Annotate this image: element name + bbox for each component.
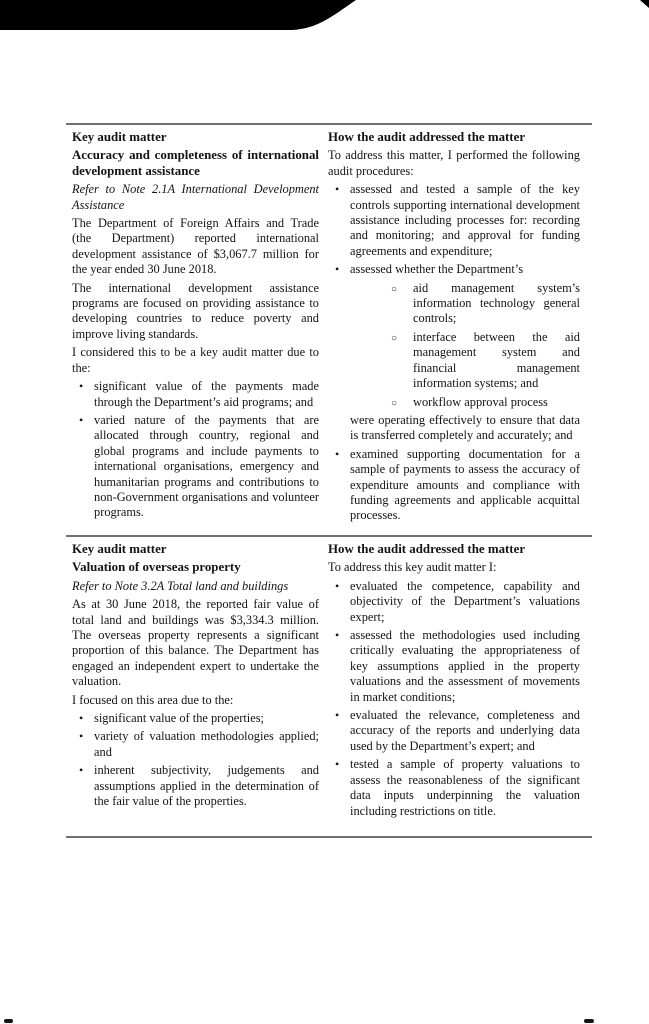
bullet-text: inherent subjectivity, judgements and assumptions applied in the determination of the fair value of the properties. [94,763,319,809]
bullet-icon: • [79,412,84,427]
sub-bullet-item [328,395,580,410]
bullet-text: significant value of the payments made through the Department’s aid programs; and [94,379,319,409]
bullet-text: significant value of the properties; [94,711,264,726]
column-header: How the audit addressed the matter [328,130,526,144]
scan-corner-nick [640,0,649,8]
sub-bullet-item [328,330,580,392]
bullet-text: evaluated the relevance, completeness and accuracy of the reports and underlying data used by the Department’s expert; and [350,708,580,753]
bullet-icon: • [79,729,84,744]
sub-bullet-item [328,281,580,327]
bullet-text: assessed and tested a sample of the key controls supporting international development assistance including processes for: recording and monitoring; and approval for funding agreements and expenditure; [350,182,580,258]
scan-speck-right [584,1019,594,1023]
sub-bullet-text: interface between the aid management system and financial management information systems; and [413,329,580,391]
paragraph: I focused on this area due to the: [72,692,234,707]
bullet-item [328,708,580,754]
note-reference: Refer to Note 3.2A Total land and buildings [72,578,289,593]
sub-bullet-icon: ○ [391,332,398,344]
bullet-item [328,447,580,524]
bullet-icon: • [335,262,340,277]
column-header: Key audit matter [72,542,167,556]
paragraph: I considered this to be a key audit matter due to the: [72,345,319,375]
scan-black-band [0,0,356,30]
bullet-item [328,262,580,277]
key-audit-matters-section [66,123,592,838]
paragraph: The Department of Foreign Affairs and Trade (the Department) reported international development assistance of $3,067.7 million for the year ended 30 June 2018. [72,216,319,277]
bullet-item [72,763,319,809]
bullet-icon: • [335,757,340,772]
paragraph: As at 30 June 2018, the reported fair value of total land and buildings was $3,334.3 million. The overseas property represents a significant proportion of this balance. The Department has engaged an independent expert to undertake the valuation. [72,597,319,689]
column-audit-response [328,125,580,535]
bullet-item [72,379,319,410]
bullet-item [72,729,319,760]
bullet-icon: • [335,628,340,643]
column-header: How the audit addressed the matter [328,542,526,556]
bullet-item [328,628,580,705]
column-header: Key audit matter [72,130,167,144]
bullet-icon: • [79,711,84,726]
bullet-icon: • [335,446,340,461]
bullet-text: varied nature of the payments that are allocated through country, regional and global programs and include payments to international organisations, emergency and humanitarian programs and contributions to non-Government organisations and volunteer programs. [94,412,319,520]
paragraph: To address this key audit matter I: [328,560,497,575]
column-key-audit-matter [72,537,319,836]
kam-title: Accuracy and completeness of international development assistance [72,148,319,178]
paragraph: To address this matter, I performed the following audit procedures: [328,148,580,178]
bullet-text: variety of valuation methodologies applied; and [94,729,319,759]
bullet-text: assessed the methodologies used including critically evaluating the appropriateness of key assumptions applied in the property valuations and the assessment of movements in market conditions; [350,628,580,704]
column-audit-response [328,537,580,836]
bullet-item [72,711,319,726]
sub-bullet-text: workflow approval process [413,394,548,409]
bullet-icon: • [79,763,84,778]
bullet-icon: • [335,578,340,593]
bullet-icon: • [335,182,340,197]
paragraph: The international development assistance programs are focused on providing assistance to developing countries to reduce poverty and improve living standards. [72,280,319,341]
column-key-audit-matter [72,125,319,535]
bullet-text: assessed whether the Department’s [350,262,524,277]
bullet-icon: • [335,708,340,723]
bullet-item [328,182,580,259]
sub-bullet-text: aid management system’s information technology general controls; [413,280,580,326]
kam-table-development-assistance [66,123,592,535]
sub-bullet-icon: ○ [391,283,398,295]
bullet-icon: • [79,379,84,394]
scan-corner-artifact [0,0,649,32]
kam-title: Valuation of overseas property [72,560,241,575]
scan-speck-left [4,1019,13,1023]
continuation-text: were operating effectively to ensure that data is transferred completely and accurately; and [350,412,580,443]
note-reference: Refer to Note 2.1A International Development Assistance [72,182,319,212]
bullet-text: evaluated the competence, capability and objectivity of the Department’s valuations expert; [350,578,580,624]
bullet-text: examined supporting documentation for a sample of payments to assess the accuracy of expenditure amounts and compliance with funding agreements and applicable acquittal processes. [350,446,580,523]
sub-bullet-icon: ○ [391,397,398,409]
bullet-item [328,757,580,819]
kam-table-overseas-property [66,535,592,838]
bullet-text: tested a sample of property valuations to assess the reasonableness of the significant data inputs underpinning the valuation including restrictions on title. [350,757,580,818]
bullet-item [72,413,319,521]
bullet-item [328,579,580,625]
